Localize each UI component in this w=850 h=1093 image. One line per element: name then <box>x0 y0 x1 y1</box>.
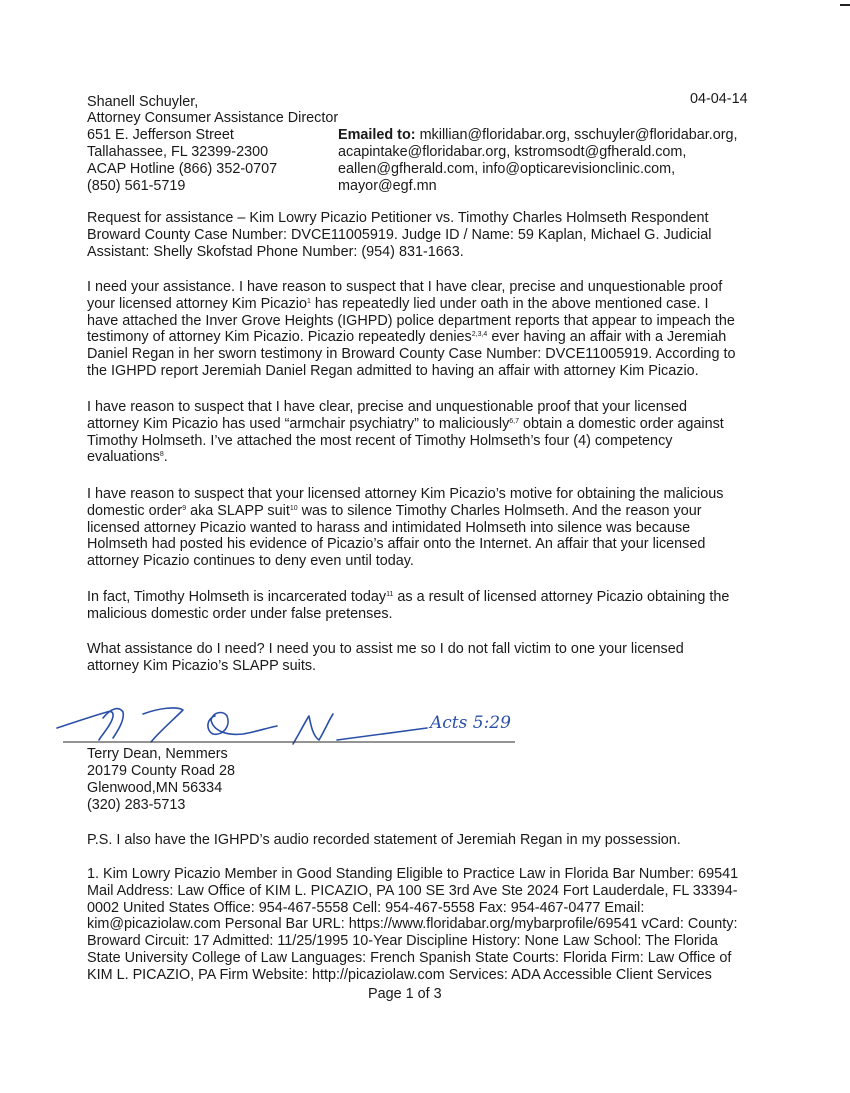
paragraph-line: attorney Picazio continues to deny even until today. <box>87 553 414 570</box>
footnote-1 <box>87 866 757 984</box>
footnote-ref: 8 <box>159 451 164 459</box>
footnote-line: Mail Address: Law Office of KIM L. PICAZIO, PA 100 SE 3rd Ave Ste 2024 Fort Lauderdale, FL 33394- <box>87 882 738 899</box>
subject-line: Broward County Case Number: DVCE11005919. Judge ID / Name: 59 Kaplan, Michael G. Judicial <box>87 226 712 243</box>
text-run: your licensed attorney Kim Picazio <box>87 295 307 312</box>
signer-phone: (320) 283-5713 <box>87 797 186 813</box>
paragraph-line: Holmseth had posted his evidence of Picazio’s affair onto the Internet. An affair that your licensed <box>87 536 706 553</box>
paragraph-line: have attached the Inver Grove Heights (IGHPD) police department reports that appear to impeach the <box>87 312 735 329</box>
footnote-line: 1. Kim Lowry Picazio Member in Good Standing Eligible to Practice Law in Florida Bar Number: 69541 <box>87 866 739 882</box>
signature-note: Acts 5:29 <box>430 713 511 733</box>
body-paragraph-4 <box>87 589 757 623</box>
footnote-ref: 9 <box>182 504 187 512</box>
text-run: has repeatedly lied under oath in the above mentioned case. I <box>310 295 709 312</box>
footnote-ref: 10 <box>289 504 298 512</box>
paragraph-line: What assistance do I need? I need you to assist me so I do not fall victim to one your licensed <box>87 641 684 657</box>
letter-date: 04-04-14 <box>690 91 748 107</box>
text-run: as a result of licensed attorney Picazio obtaining the <box>393 589 730 605</box>
paragraph-line <box>87 416 757 433</box>
scan-mark <box>840 4 850 6</box>
footnote-ref: 1 <box>306 297 311 305</box>
body-paragraph-3 <box>87 486 757 570</box>
recipient-phone: (850) 561-5719 <box>87 178 186 194</box>
footnote-line: kim@picaziolaw.com Personal Bar URL: https://www.floridabar.org/mybarprofile/69541 vCard: County: <box>87 916 738 933</box>
footnote-ref: 11 <box>386 591 394 598</box>
paragraph-line <box>87 589 757 606</box>
recipient-street: 651 E. Jefferson Street <box>87 127 234 143</box>
text-run: was to silence Timothy Charles Holmseth. And the reason your <box>297 502 702 519</box>
recipient-city: Tallahassee, FL 32399-2300 <box>87 144 269 160</box>
footnote-line: State University College of Law Languages: French Spanish State Courts: Florida Firm: Law Office of <box>87 949 732 966</box>
text-run: domestic order <box>87 502 183 519</box>
recipient-name: Shanell Schuyler, <box>87 94 199 110</box>
text-run: obtain a domestic order against <box>519 415 724 432</box>
paragraph-line: malicious domestic order under false pretenses. <box>87 605 393 622</box>
page-number: Page 1 of 3 <box>368 986 442 1002</box>
paragraph-line: I have reason to suspect that your licensed attorney Kim Picazio’s motive for obtaining the malicious <box>87 486 724 502</box>
text-run: testimony of attorney Kim Picazio. Picazio repeatedly denies <box>87 329 472 346</box>
paragraph-line: I have reason to suspect that I have clear, precise and unquestionable proof that your licensed <box>87 399 687 415</box>
paragraph-line: attorney Kim Picazio’s SLAPP suits. <box>87 657 317 674</box>
footnote-ref: 6,7 <box>509 417 520 425</box>
body-paragraph-1 <box>87 279 757 380</box>
signer-city: Glenwood,MN 56334 <box>87 780 223 796</box>
body-paragraph-2 <box>87 399 757 466</box>
paragraph-line <box>87 449 757 466</box>
paragraph-line: Daniel Regan in her sworn testimony in Broward County Case Number: DVCE11005919. According to <box>87 346 736 363</box>
paragraph-line: the IGHPD report Jeremiah Daniel Regan admitted to having an affair with attorney Kim Picazio. <box>87 362 699 379</box>
postscript: P.S. I also have the IGHPD’s audio recorded statement of Jeremiah Regan in my possession. <box>87 832 681 848</box>
subject-paragraph <box>87 210 757 260</box>
paragraph-line: Timothy Holmseth. I’ve attached the most recent of Timothy Holmseth’s four (4) competency <box>87 432 673 449</box>
footnote-line: Broward Circuit: 17 Admitted: 11/25/1995 10-Year Discipline History: None Law School: The Florida <box>87 933 718 950</box>
paragraph-line <box>87 503 757 520</box>
emailed-label: Emailed to: <box>338 127 416 143</box>
emailed-addresses-1: mkillian@floridabar.org, sschuyler@floridabar.org, <box>419 127 738 143</box>
signer-address: 20179 County Road 28 <box>87 763 236 779</box>
paragraph-line <box>87 329 757 346</box>
signer-name: Terry Dean, Nemmers <box>87 746 228 762</box>
text-run: In fact, Timothy Holmseth is incarcerated today <box>87 589 387 605</box>
body-paragraph-5 <box>87 641 757 675</box>
paragraph-line: I need your assistance. I have reason to suspect that I have clear, precise and unquestionable proof <box>87 279 723 295</box>
footnote-line: 0002 United States Office: 954-467-5558 Cell: 954-467-5558 Fax: 954-467-0477 Email: <box>87 899 645 916</box>
emailed-addresses-4: mayor@egf.mn <box>338 178 437 194</box>
paragraph-line <box>87 296 757 313</box>
subject-line: Request for assistance – Kim Lowry Picazio Petitioner vs. Timothy Charles Holmseth Respondent <box>87 210 709 226</box>
emailed-addresses-3: eallen@gfherald.com, info@opticarevisionclinic.com, <box>338 161 676 177</box>
emailed-addresses-2: acapintake@floridabar.org, kstromsodt@gfherald.com, <box>338 144 687 160</box>
recipient-hotline: ACAP Hotline (866) 352-0707 <box>87 161 278 177</box>
text-run: ever having an affair with a Jeremiah <box>487 329 727 346</box>
text-run: evaluations <box>87 449 160 466</box>
paragraph-line: licensed attorney Picazio wanted to harass and intimidated Holmseth into silence was because <box>87 519 691 536</box>
footnote-line: KIM L. PICAZIO, PA Firm Website: http://picaziolaw.com Services: ADA Accessible Client Services <box>87 966 712 983</box>
emailed-line-1 <box>338 127 738 144</box>
text-run: attorney Kim Picazio has used “armchair psychiatry” to maliciously <box>87 415 510 432</box>
footnote-ref: 2,3,4 <box>471 331 488 339</box>
subject-line: Assistant: Shelly Skofstad Phone Number: (954) 831-1663. <box>87 243 464 260</box>
recipient-title: Attorney Consumer Assistance Director <box>87 110 339 126</box>
text-run: . <box>163 449 168 466</box>
text-run: aka SLAPP suit <box>186 502 290 519</box>
